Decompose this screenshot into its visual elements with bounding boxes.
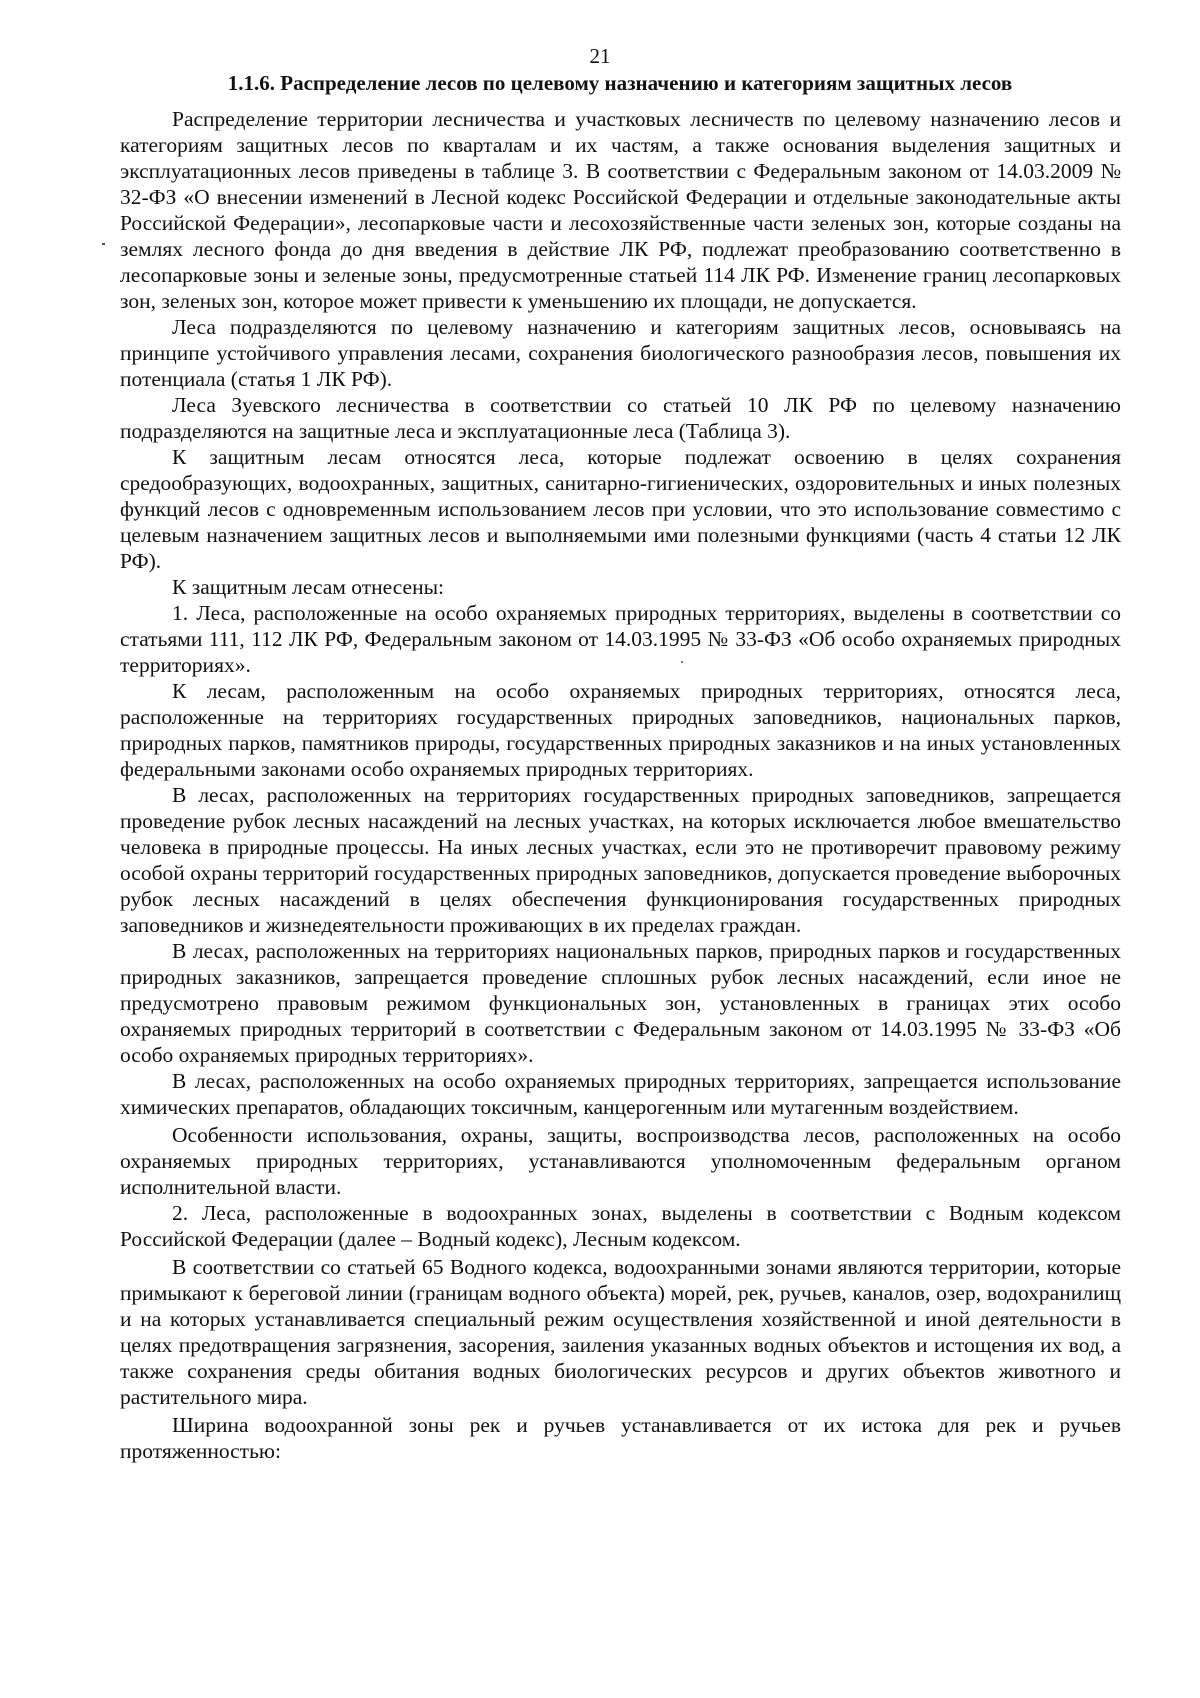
paragraph: В лесах, расположенных на территориях государственных природных заповедников, запрещается проведение рубок лесных насаждений на лесных участках, на которых исключается любое вмешательство человека в природные процессы. На иных лесных участках, если это не противоречит правовому режиму особой охраны территорий государственных природных заповедников, допускается проведение выборочных рубок лесных насаждений в целях обеспечения функционирования государственных природных заповедников и жизнедеятельности проживающих в их пределах граждан. (120, 783, 1121, 937)
paragraph: В лесах, расположенных на особо охраняемых природных территориях, запрещается использование химических препаратов, обладающих токсичным, канцерогенным или мутагенным воздействием. (120, 1069, 1121, 1119)
scan-artifact (102, 243, 105, 245)
paragraph: Леса подразделяются по целевому назначению и категориям защитных лесов, основываясь на принципе устойчивого управления лесами, сохранения биологического разнообразия лесов, повышения их потенциала (статья 1 ЛК РФ). (120, 315, 1121, 391)
section-heading: 1.1.6. Распределение лесов по целевому назначению и категориям защитных лесов (227, 71, 1013, 95)
body-text (120, 106, 1121, 1464)
paragraph: К защитным лесам относятся леса, которые подлежат освоению в целях сохранения средообразующих, водоохранных, защитных, санитарно-гигиенических, оздоровительных и иных полезных функций лесов с одновременным использованием лесов при условии, что это использование совместимо с целевым назначением защитных лесов и выполняемыми ими полезными функциями (часть 4 статьи 12 ЛК РФ). (120, 445, 1121, 573)
paragraph: В лесах, расположенных на территориях национальных парков, природных парков и государственных природных заказников, запрещается проведение сплошных рубок лесных насаждений, если иное не предусмотрено правовым режимом функциональных зон, установленных в границах этих особо охраняемых природных территорий в соответствии с Федеральным законом от 14.03.1995 № 33-ФЗ «Об особо охраняемых природных территориях». (120, 939, 1121, 1067)
paragraph: Леса Зуевского лесничества в соответствии со статьей 10 ЛК РФ по целевому назначению подразделяются на защитные леса и эксплуатационные леса (Таблица 3). (120, 393, 1121, 443)
paragraph: К защитным лесам отнесены: (172, 575, 444, 599)
list-item-paragraph: 2. Леса, расположенные в водоохранных зонах, выделены в соответствии с Водным кодексом Российской Федерации (далее – Водный кодекс), Лесным кодексом. (120, 1201, 1121, 1251)
page-number: 21 (589, 44, 611, 68)
paragraph: Распределение территории лесничества и участковых лесничеств по целевому назначению лесов и категориям защитных лесов по кварталам и их частям, а также основания выделения защитных и эксплуатационных лесов приведены в таблице 3. В соответствии с Федеральным законом от 14.03.2009 № 32-ФЗ «О внесении изменений в Лесной кодекс Российской Федерации и отдельные законодательные акты Российской Федерации», лесопарковые части и лесохозяйственные части зеленых зон, которые созданы на землях лесного фонда до дня введения в действие ЛК РФ, подлежат преобразованию соответственно в лесопарковые зоны и зеленые зоны, предусмотренные статьей 114 ЛК РФ. Изменение границ лесопарковых зон, зеленых зон, которое может привести к уменьшению их площади, не допускается. (120, 107, 1121, 313)
paragraph: Ширина водоохранной зоны рек и ручьев устанавливается от их истока для рек и ручьев протяженностью: (120, 1413, 1121, 1463)
paragraph: Особенности использования, охраны, защиты, воспроизводства лесов, расположенных на особо охраняемых природных территориях, устанавливаются уполномоченным федеральным органом исполнительной власти. (120, 1123, 1121, 1199)
paragraph: В соответствии со статьей 65 Водного кодекса, водоохранными зонами являются территории, которые примыкают к береговой линии (границам водного объекта) морей, рек, ручьев, каналов, озер, водохранилищ и на которых устанавливается специальный режим осуществления хозяйственной и иной деятельности в целях предотвращения загрязнения, засорения, заиления указанных водных объектов и истощения их вод, а также сохранения среды обитания водных биологических ресурсов и других объектов животного и растительного мира. (120, 1255, 1121, 1409)
paragraph: К лесам, расположенным на особо охраняемых природных территориях, относятся леса, расположенные на территориях государственных природных заповедников, национальных парков, природных парков, памятников природы, государственных природных заказников и на иных установленных федеральными законами особо охраняемых природных территориях. (120, 679, 1121, 781)
list-item-paragraph: 1. Леса, расположенные на особо охраняемых природных территориях, выделены в соответствии со статьями 111, 112 ЛК РФ, Федеральным законом от 14.03.1995 № 33-ФЗ «Об особо охраняемых природных территориях». (120, 601, 1121, 677)
